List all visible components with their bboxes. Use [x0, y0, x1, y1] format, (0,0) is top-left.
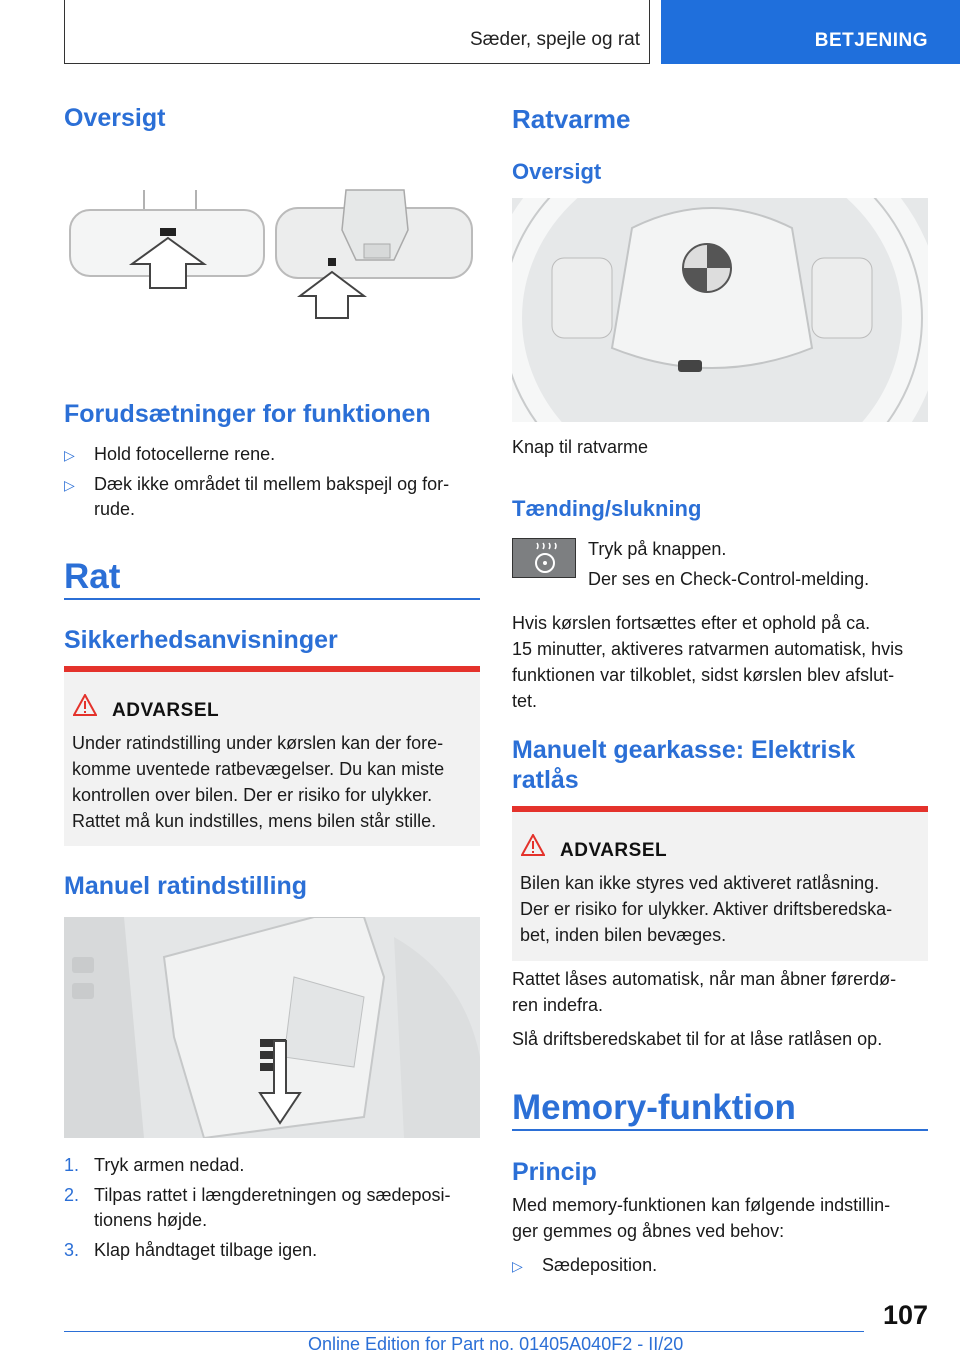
laases-line: Rattet låses automatisk, når man åbner førerdø-	[512, 969, 897, 989]
warning-line: komme uventede ratbevægelser. Du kan miste	[72, 759, 445, 779]
triangle-bullet-icon: ▷	[64, 447, 75, 463]
rat-heading: Rat	[64, 557, 121, 596]
princip-heading: Princip	[512, 1158, 597, 1186]
hvis-line: tet.	[512, 691, 538, 711]
hvis-line: 15 minutter, aktiveres ratvarmen automatisk, hvis	[512, 639, 904, 659]
memory-heading: Memory-funktion	[512, 1088, 796, 1127]
ratvarme-heading: Ratvarme	[512, 104, 631, 134]
forudsaetninger-heading: Forudsætninger for funktionen	[64, 400, 431, 428]
heated-steering-button-icon[interactable]	[512, 538, 576, 578]
header-tab[interactable]	[661, 0, 960, 64]
steering-wheel-figure	[512, 198, 928, 422]
warning-line: kontrollen over bilen. Der er risiko for ulykker.	[72, 785, 433, 805]
mirror-figure	[64, 180, 480, 330]
taending-line: Der ses en Check-Control-melding.	[588, 569, 870, 589]
warning-box	[512, 806, 928, 961]
manuel-heading: Manuel ratindstilling	[64, 872, 308, 900]
warning-title: ADVARSEL	[560, 840, 668, 861]
princip-line: ger gemmes og åbnes ved behov:	[512, 1221, 785, 1241]
warning-title: ADVARSEL	[112, 700, 220, 721]
footer-rule	[64, 1331, 864, 1332]
footer-edition: Online Edition for Part no. 01405A040F2 - II/20	[308, 1334, 684, 1354]
taending-line: Tryk på knappen.	[588, 539, 727, 559]
manuelt-heading-line1: Manuelt gearkasse: Elektrisk	[512, 736, 856, 764]
warning-line: Der er risiko for ulykker. Aktiver driftsberedska-	[520, 899, 893, 919]
triangle-bullet-icon: ▷	[64, 477, 75, 493]
triangle-bullet-icon: ▷	[512, 1258, 523, 1274]
oversigt-heading: Oversigt	[64, 104, 166, 132]
warning-line: Bilen kan ikke styres ved aktiveret ratlåsning.	[520, 873, 880, 893]
steering-column-figure	[64, 917, 480, 1138]
sikkerhed-heading: Sikkerhedsanvisninger	[64, 626, 338, 654]
rat-rule	[64, 598, 480, 600]
warning-icon	[521, 834, 545, 856]
memory-rule	[512, 1129, 928, 1131]
princip-line: Med memory-funktionen kan følgende indstillin-	[512, 1195, 891, 1215]
hvis-line: Hvis kørslen fortsættes efter et ophold på ca.	[512, 613, 871, 633]
warning-line: bet, inden bilen bevæges.	[520, 925, 727, 945]
hvis-line: funktionen var tilkoblet, sidst kørslen blev afslut-	[512, 665, 895, 685]
page-number: 107	[882, 1300, 928, 1330]
figure-caption: Knap til ratvarme	[512, 437, 649, 457]
warning-icon	[73, 694, 97, 716]
warning-box	[64, 666, 480, 846]
header-tab-label: BETJENING	[814, 30, 928, 51]
header-section-title: Sæder, spejle og rat	[469, 29, 640, 50]
oversigt-subheading: Oversigt	[512, 159, 602, 184]
slaa-line: Slå driftsberedskabet til for at låse ratlåsen op.	[512, 1029, 883, 1049]
laases-line: ren indefra.	[512, 995, 604, 1015]
manuelt-heading-line2: ratlås	[512, 766, 579, 794]
taending-heading: Tænding/slukning	[512, 496, 702, 521]
warning-line: Rattet må kun indstilles, mens bilen står stille.	[72, 811, 437, 831]
warning-line: Under ratindstilling under kørslen kan der fore-	[72, 733, 444, 753]
